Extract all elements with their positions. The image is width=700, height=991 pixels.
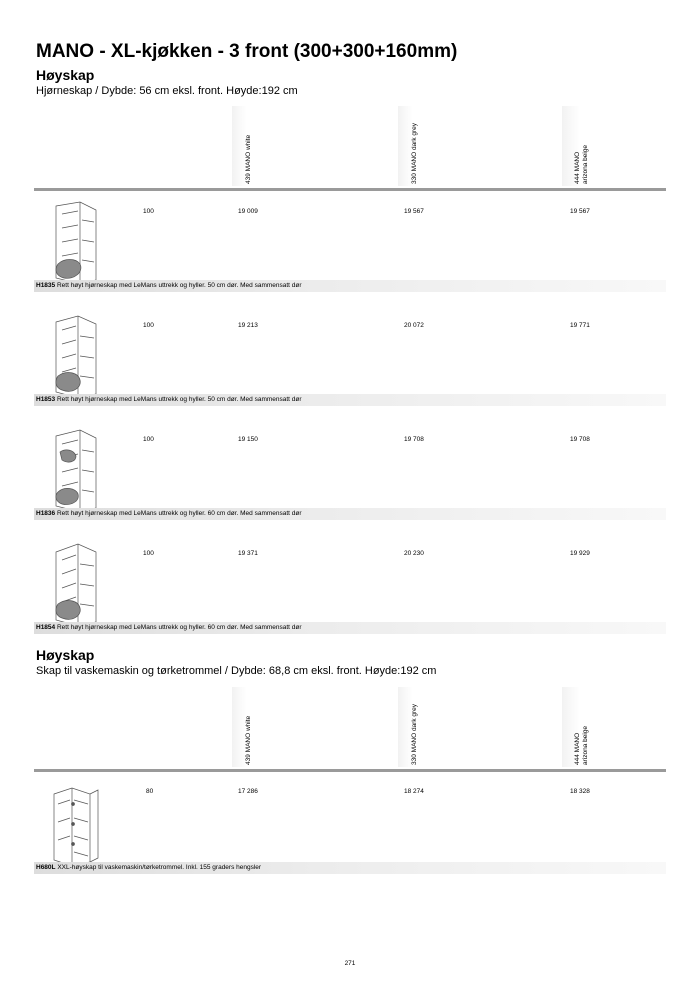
product-row (34, 424, 666, 524)
column-header-arizona-beige (574, 726, 590, 765)
product-row (34, 310, 666, 410)
product-code: H1835 (36, 282, 56, 289)
product-code: H1836 (36, 510, 56, 517)
column-header-dark-grey: 330 MANO dark grey (411, 703, 418, 765)
product-description (36, 622, 302, 634)
column-header-line: arizona beige (582, 144, 589, 184)
product-description (36, 394, 302, 406)
quantity: 100 (143, 208, 154, 215)
column-header-white: 439 MANO white (245, 715, 252, 765)
price-white: 19 150 (238, 436, 258, 443)
price-white: 17 286 (238, 788, 258, 795)
section-2-subheading: Skap til vaskemaskin og tørketrommel / Dybde: 68,8 cm eksl. front. Høyde:192 cm (36, 665, 437, 677)
column-header-line: 444 MANO (574, 151, 581, 184)
price-arizona-beige: 19 708 (570, 436, 590, 443)
product-code: H680L (36, 864, 56, 871)
column-header-line: arizona beige (582, 725, 589, 765)
price-dark-grey: 19 708 (404, 436, 424, 443)
section-1-subheading: Hjørneskap / Dybde: 56 cm eksl. front. Høyde:192 cm (36, 85, 298, 97)
page-title: MANO - XL-kjøkken - 3 front (300+300+160mm) (36, 41, 458, 62)
product-description-text: Rett høyt hjørneskap med LeMans uttrekk og hyller. 60 cm dør. Med sammensatt dør (56, 624, 302, 631)
price-white: 19 009 (238, 208, 258, 215)
header-divider (34, 769, 666, 772)
price-arizona-beige: 19 771 (570, 322, 590, 329)
product-description-text: Rett høyt hjørneskap med LeMans uttrekk og hyller. 60 cm dør. Med sammensatt dør (56, 510, 302, 517)
quantity: 100 (143, 322, 154, 329)
price-white: 19 371 (238, 550, 258, 557)
product-description (36, 862, 261, 874)
product-row (34, 196, 666, 296)
price-dark-grey: 20 230 (404, 550, 424, 557)
page-number: 271 (344, 960, 356, 967)
quantity: 80 (146, 788, 154, 795)
corner-cabinet-image (50, 314, 100, 400)
price-arizona-beige: 19 929 (570, 550, 590, 557)
price-dark-grey: 19 567 (404, 208, 424, 215)
corner-cabinet-image (50, 428, 100, 514)
column-header-arizona-beige (574, 145, 590, 184)
price-dark-grey: 18 274 (404, 788, 424, 795)
quantity: 100 (143, 550, 154, 557)
corner-cabinet-image (50, 200, 100, 286)
product-description-text: Rett høyt hjørneskap med LeMans uttrekk og hyller. 50 cm dør. Med sammensatt dør (56, 396, 302, 403)
price-dark-grey: 20 072 (404, 322, 424, 329)
quantity: 100 (143, 436, 154, 443)
product-description-text: XXL-høyskap til vaskemaskin/tørketrommel. Inkl. 155 graders hengsler (57, 864, 262, 871)
section-1-heading: Høyskap (36, 67, 95, 83)
section-2-heading: Høyskap (36, 647, 95, 663)
column-header-dark-grey: 330 MANO dark grey (411, 122, 418, 184)
product-row (34, 538, 666, 638)
header-divider (34, 188, 666, 191)
column-header-white: 439 MANO white (245, 134, 252, 184)
product-row (34, 778, 666, 878)
price-arizona-beige: 18 328 (570, 788, 590, 795)
laundry-cabinet-image (50, 782, 100, 868)
product-description (36, 280, 302, 292)
corner-cabinet-image (50, 542, 100, 628)
price-arizona-beige: 19 567 (570, 208, 590, 215)
product-code: H1853 (36, 396, 56, 403)
column-header-line: 444 MANO (574, 732, 581, 765)
product-description-text: Rett høyt hjørneskap med LeMans uttrekk og hyller. 50 cm dør. Med sammensatt dør (56, 282, 302, 289)
product-code: H1854 (36, 624, 56, 631)
price-white: 19 213 (238, 322, 258, 329)
product-description (36, 508, 302, 520)
